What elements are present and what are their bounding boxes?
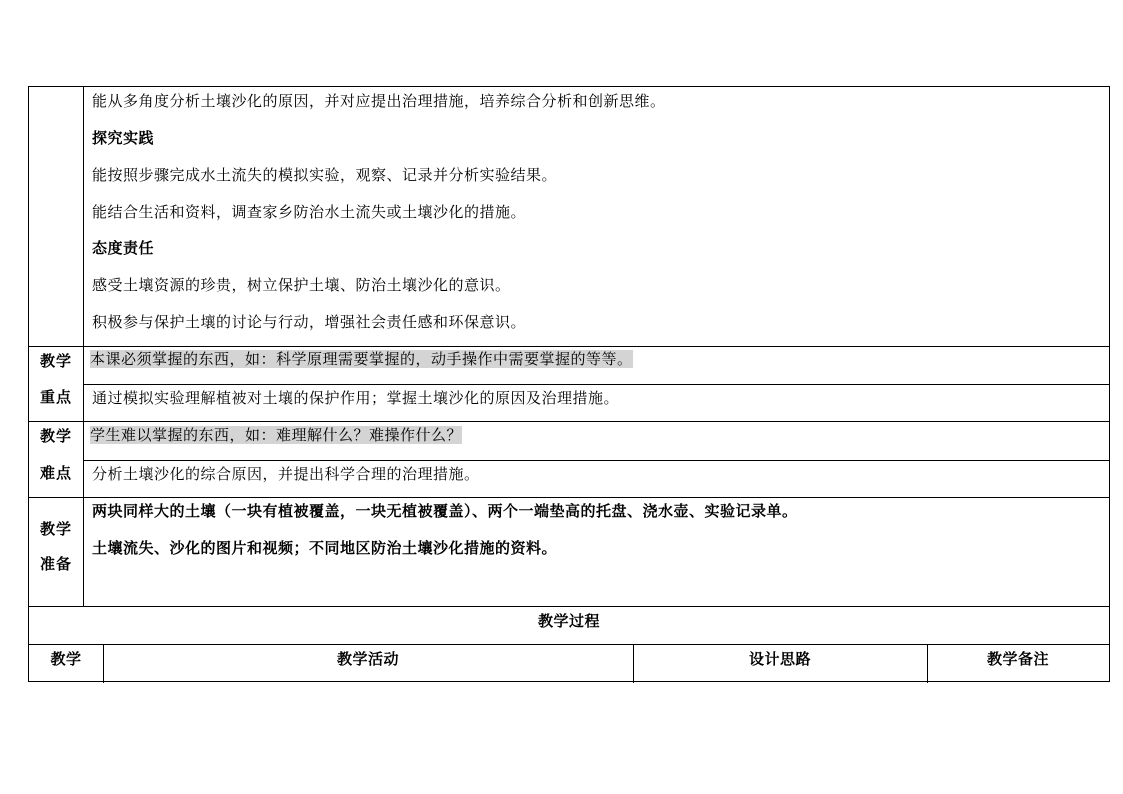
key-points-content: 通过模拟实验理解植被对土壤的保护作用；掌握土壤沙化的原因及治理措施。 xyxy=(92,389,620,407)
process-title: 教学过程 xyxy=(537,612,600,630)
row-divider xyxy=(83,460,1109,461)
row-divider xyxy=(29,606,1109,607)
column-header-stage: 教学 xyxy=(50,650,82,668)
section-heading-attitude: 态度责任 xyxy=(92,239,155,257)
goal-line: 感受土壤资源的珍贵，树立保护土壤、防治土壤沙化的意识。 xyxy=(92,276,511,294)
row-divider xyxy=(29,346,1109,347)
goal-line: 能按照步骤完成水土流失的模拟实验，观察、记录并分析实验结果。 xyxy=(92,166,558,184)
column-header-activity: 教学活动 xyxy=(336,650,399,668)
key-points-label-top: 教学 xyxy=(39,352,72,370)
goal-line: 能从多角度分析土壤沙化的原因，并对应提出治理措施，培养综合分析和创新思维。 xyxy=(92,92,666,110)
goal-line: 积极参与保护土壤的讨论与行动，增强社会责任感和环保意识。 xyxy=(92,313,527,331)
difficulties-label-top: 教学 xyxy=(39,427,72,445)
row-divider xyxy=(83,384,1109,385)
highlighted-hint: 本课必须掌握的东西，如：科学原理需要掌握的，动手操作中需要掌握的等等。 xyxy=(90,350,633,368)
difficulties-label-bottom: 难点 xyxy=(39,464,72,482)
lesson-plan-table xyxy=(28,86,1110,682)
preparation-line: 土壤流失、沙化的图片和视频；不同地区防治土壤沙化措施的资料。 xyxy=(92,539,558,557)
column-divider xyxy=(83,87,84,606)
row-divider xyxy=(29,644,1109,645)
key-points-hint xyxy=(90,349,633,369)
preparation-label-bottom: 准备 xyxy=(39,555,72,573)
key-points-label-bottom: 重点 xyxy=(39,388,72,406)
section-heading-practice: 探究实践 xyxy=(92,129,155,147)
preparation-line: 两块同样大的土壤（一块有植被覆盖，一块无植被覆盖）、两个一端垫高的托盘、浇水壶、实验记录单。 xyxy=(92,502,798,520)
highlighted-hint: 学生难以掌握的东西，如：难理解什么？难操作什么？ xyxy=(90,426,463,444)
difficulties-hint xyxy=(90,425,462,445)
goal-line: 能结合生活和资料，调查家乡防治水土流失或土壤沙化的措施。 xyxy=(92,203,527,221)
preparation-label-top: 教学 xyxy=(39,520,72,538)
column-header-design: 设计思路 xyxy=(748,650,811,668)
column-header-notes: 教学备注 xyxy=(986,650,1049,668)
row-divider xyxy=(29,497,1109,498)
difficulties-content: 分析土壤沙化的综合原因，并提出科学合理的治理措施。 xyxy=(92,465,480,483)
row-divider xyxy=(29,421,1109,422)
